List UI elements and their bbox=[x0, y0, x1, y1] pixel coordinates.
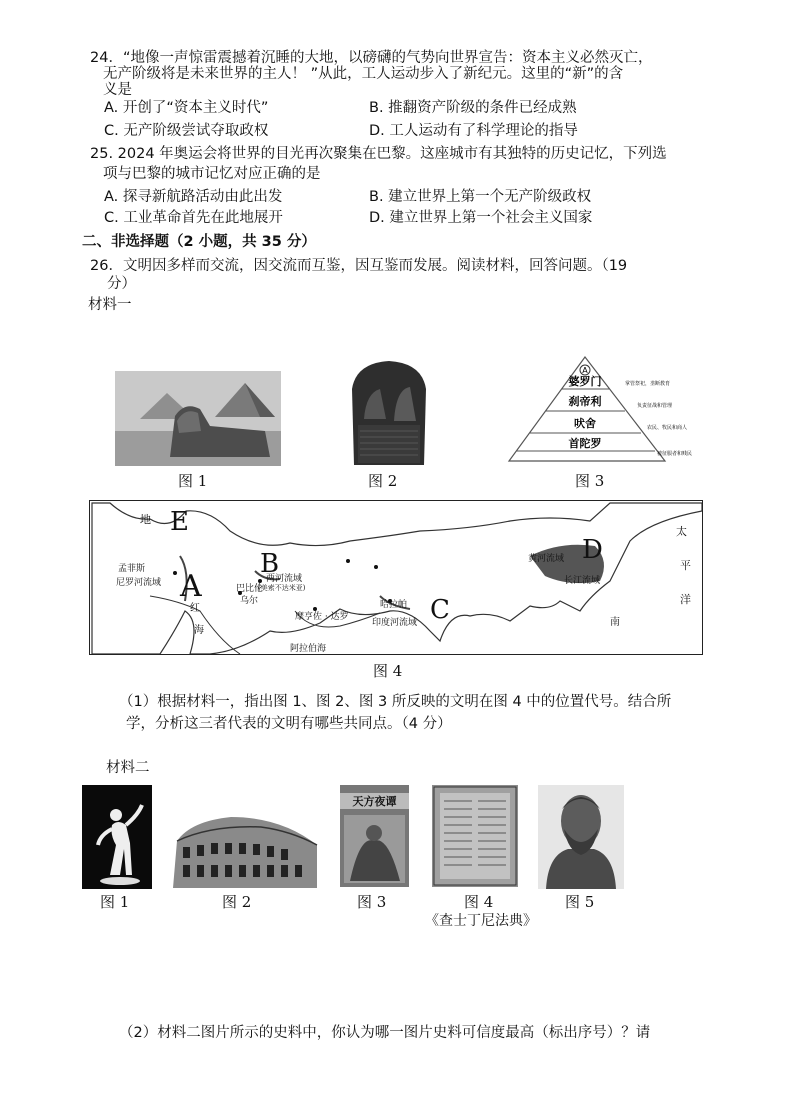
map-letter-d: D bbox=[582, 535, 603, 565]
pyramid-top-symbol: A bbox=[582, 366, 588, 375]
section-heading: 二、非选择题（2 小题，共 35 分） bbox=[82, 234, 316, 250]
book-cover-title: 天方夜谭 bbox=[340, 793, 409, 809]
map-label-arabian-sea: 阿拉伯海 bbox=[290, 644, 327, 654]
map-label-ur: 乌尔 bbox=[240, 596, 259, 606]
material1-fig2-caption: 图 2 bbox=[368, 472, 398, 490]
q24-stem-line1: 24．“地像一声惊雷震撼着沉睡的大地，以磅礴的气势向世界宣告：资本主义必然灭亡， bbox=[90, 50, 653, 66]
map-label-memphis: 孟菲斯 bbox=[118, 564, 146, 574]
q26-stem-line2: 分） bbox=[107, 276, 136, 292]
sphinx-pyramids-photo bbox=[115, 371, 281, 466]
map-label-di: 地 bbox=[140, 513, 151, 526]
q25-option-d: D. 建立世界上第一个社会主义国家 bbox=[369, 210, 593, 226]
map-label-yang: 洋 bbox=[680, 593, 691, 606]
q24-stem-line2: 无产阶级将是未来世界的主人！ ”从此，工人运动步入了新纪元。这里的“新”的含 bbox=[103, 66, 624, 82]
map-label-two-rivers: 两河流域 bbox=[266, 574, 303, 584]
q26-stem-line1: 26．文明因多样而交流，因交流而互鉴，因互鉴而发展。阅读材料，回答问题。（19 bbox=[90, 258, 628, 274]
material-one-label: 材料一 bbox=[88, 297, 132, 313]
map-label-sea: 海 bbox=[194, 625, 204, 636]
map-label-mohenjo-daro: 摩亨佐 · 达罗 bbox=[295, 612, 349, 622]
map-label-indus-basin: 印度河流域 bbox=[372, 618, 418, 628]
material2-fig3-caption: 图 3 bbox=[357, 893, 387, 911]
pyramid-tier-brahmin: 婆罗门 bbox=[568, 375, 602, 388]
map-label-tai: 太 bbox=[676, 525, 687, 538]
q25-option-b: B. 建立世界上第一个无产阶级政权 bbox=[369, 189, 592, 205]
pyramid-tier-shudra: 首陀罗 bbox=[568, 437, 602, 450]
material-two-label: 材料二 bbox=[106, 760, 150, 776]
hammurabi-stele-photo bbox=[346, 359, 432, 465]
pyramid-note-4: 被征服者和贱民 bbox=[657, 451, 692, 457]
map-letter-b: B bbox=[260, 549, 280, 579]
philosopher-bust-photo bbox=[538, 785, 624, 889]
q24-option-d: D. 工人运动有了科学理论的指导 bbox=[369, 123, 578, 139]
discobolus-photo bbox=[82, 785, 152, 889]
q26-sub1-line1: （1）根据材料一，指出图 1、图 2、图 3 所反映的文明在图 4 中的位置代号。结合所 bbox=[119, 694, 672, 710]
pyramid-tier-vaishya: 吠舍 bbox=[574, 417, 596, 430]
q24-stem-line3: 义是 bbox=[103, 82, 132, 98]
map-label-harappa: 哈拉帕 bbox=[380, 600, 408, 610]
map-letter-c: C bbox=[430, 595, 450, 625]
map-label-ping: 平 bbox=[680, 559, 691, 572]
arabian-nights-book-cover bbox=[340, 785, 409, 887]
map-letter-a: A bbox=[180, 569, 202, 604]
q25-stem-line1: 25. 2024 年奥运会将世界的目光再次聚集在巴黎。这座城市有其独特的历史记忆，下列选 bbox=[90, 146, 667, 162]
justinian-code-manuscript bbox=[432, 785, 518, 887]
colosseum-photo bbox=[171, 811, 319, 888]
q25-option-c: C. 工业革命首先在此地展开 bbox=[104, 210, 283, 226]
map-label-babylon: 巴比伦 bbox=[236, 584, 264, 594]
map-label-yangtze: 长江流域 bbox=[564, 576, 601, 586]
q26-sub2-line1: （2）材料二图片所示的史料中，你认为哪一图片史料可信度最高（标出序号）？请 bbox=[119, 1025, 651, 1041]
q26-sub1-line2: 学，分析这三者代表的文明有哪些共同点。（4 分） bbox=[126, 716, 452, 732]
justinian-code-caption: 《查士丁尼法典》 bbox=[425, 913, 537, 929]
map-label-red: 红 bbox=[190, 603, 200, 614]
map-label-south: 南 bbox=[610, 617, 620, 628]
material1-fig1-caption: 图 1 bbox=[178, 472, 208, 490]
material2-fig1-caption: 图 1 bbox=[100, 893, 130, 911]
material2-fig2-caption: 图 2 bbox=[222, 893, 252, 911]
material1-fig4-caption: 图 4 bbox=[373, 662, 403, 680]
material2-fig5-caption: 图 5 bbox=[565, 893, 595, 911]
map-label-yellow-river: 黄河流域 bbox=[528, 554, 565, 564]
map-label-nile-basin: 尼罗河流域 bbox=[116, 578, 162, 588]
q24-option-b: B. 推翻资产阶级的条件已经成熟 bbox=[369, 100, 577, 116]
pyramid-note-2: 负责征战和管理 bbox=[637, 403, 673, 409]
q25-option-a: A. 探寻新航路活动由此出发 bbox=[104, 189, 283, 205]
material1-fig3-caption: 图 3 bbox=[575, 472, 605, 490]
q24-option-a: A. 开创了“资本主义时代” bbox=[104, 100, 269, 116]
ancient-civilizations-map bbox=[89, 500, 703, 655]
pyramid-note-3: 农民、牧民和商人 bbox=[647, 425, 688, 431]
pyramid-note-1: 掌管祭祀，垄断教育 bbox=[625, 381, 671, 387]
material2-fig4-caption: 图 4 bbox=[464, 893, 494, 911]
map-label-mesopotamia: (美索不达米亚) bbox=[258, 584, 306, 592]
caste-pyramid-diagram bbox=[507, 355, 692, 463]
map-letter-e: E bbox=[170, 507, 189, 537]
q25-stem-line2: 项与巴黎的城市记忆对应正确的是 bbox=[103, 166, 321, 182]
q24-option-c: C. 无产阶级尝试夺取政权 bbox=[104, 123, 269, 139]
pyramid-tier-kshatriya: 刹帝利 bbox=[568, 395, 602, 408]
